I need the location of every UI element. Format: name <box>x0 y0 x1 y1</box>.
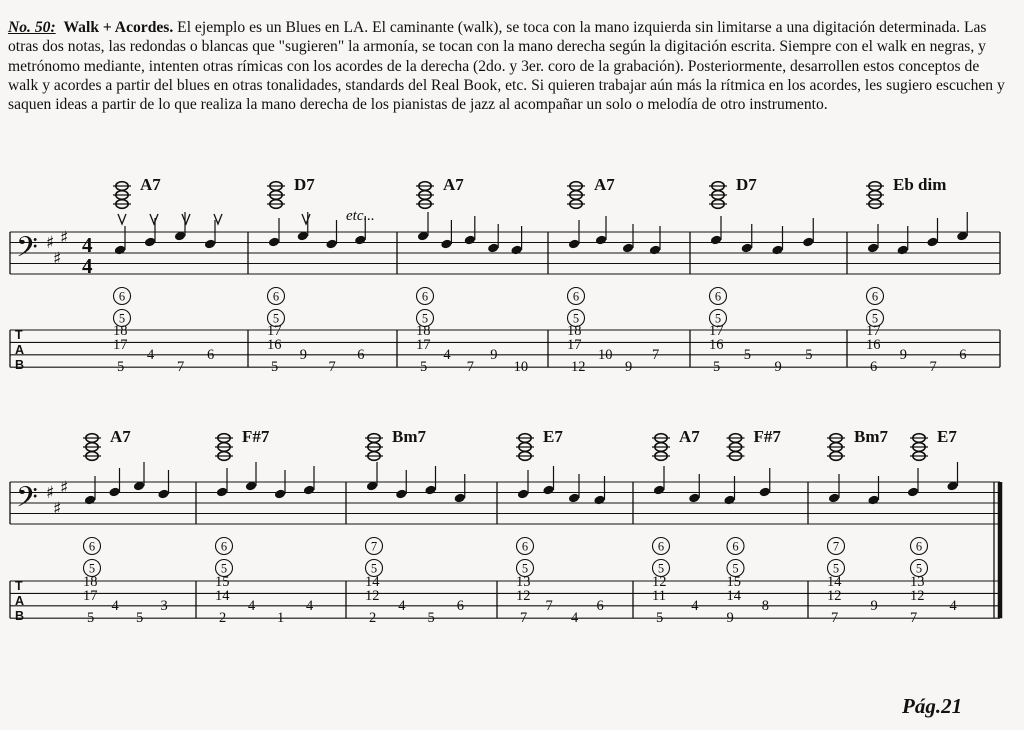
time-signature-numerator: 4 <box>82 233 93 257</box>
tab-fret-walk: 5 <box>87 610 95 627</box>
chord-symbol: E7 <box>937 427 957 446</box>
walk-quarter-note <box>759 487 771 498</box>
string-number: 5 <box>521 561 529 576</box>
walk-quarter-note <box>926 237 938 248</box>
string-number: 6 <box>657 539 665 554</box>
chord-symbol: A7 <box>443 175 464 194</box>
walk-quarter-note <box>568 493 580 504</box>
tab-fret-chord: 13 <box>910 574 925 590</box>
tab-label-t: T <box>15 328 23 342</box>
tab-fret-walk: 4 <box>306 598 314 615</box>
time-signature-denominator: 4 <box>82 254 93 278</box>
tab-fret-walk: 6 <box>596 598 604 615</box>
walk-quarter-note <box>108 487 120 498</box>
string-number: 5 <box>118 311 126 326</box>
tab-fret-walk: 5 <box>427 610 435 627</box>
string-number: 5 <box>871 311 879 326</box>
bass-clef: 𝄢 <box>16 231 38 271</box>
string-number: 5 <box>272 311 280 326</box>
page-number: Pág.21 <box>902 694 963 718</box>
tab-fret-walk: 4 <box>443 347 451 364</box>
up-bow-mark <box>118 214 126 224</box>
key-signature-sharp: ♯ <box>60 478 69 498</box>
tab-fret-chord: 17 <box>113 337 128 353</box>
tab-fret-chord: 14 <box>215 588 230 604</box>
key-signature-sharp: ♯ <box>60 228 69 248</box>
tab-fret-walk: 7 <box>929 359 937 376</box>
tab-fret-walk: 2 <box>219 610 227 627</box>
tab-fret-walk: 5 <box>271 359 279 376</box>
string-number: 6 <box>118 289 126 304</box>
tab-fret-walk: 7 <box>831 610 839 627</box>
etc-annotation: etc... <box>346 208 375 224</box>
tab-fret-walk: 7 <box>545 598 553 615</box>
string-number: 5 <box>732 561 739 576</box>
tab-fret-walk: 1 <box>277 610 285 627</box>
tab-fret-walk: 8 <box>761 598 769 615</box>
tab-fret-chord: 16 <box>709 337 724 353</box>
chord-symbol: Bm7 <box>392 427 426 446</box>
tab-fret-walk: 9 <box>299 347 307 364</box>
tab-fret-walk: 9 <box>490 347 498 364</box>
chord-symbol: F#7 <box>753 427 781 446</box>
string-number: 5 <box>915 561 923 576</box>
chord-symbol: E7 <box>543 427 563 446</box>
tab-fret-chord: 18 <box>416 323 431 339</box>
walk-quarter-note <box>216 487 228 498</box>
tab-fret-walk: 9 <box>774 359 782 376</box>
tab-fret-walk: 5 <box>117 359 125 376</box>
chord-symbol: Eb dim <box>893 175 947 194</box>
chord-symbol: A7 <box>140 175 161 194</box>
tab-fret-walk: 4 <box>571 610 579 627</box>
string-number: 6 <box>871 289 879 304</box>
string-number: 5 <box>370 561 378 576</box>
string-number: 6 <box>732 539 739 554</box>
string-number: 7 <box>832 539 840 554</box>
string-number: 6 <box>521 539 529 554</box>
walk-quarter-note <box>464 235 476 246</box>
tab-label-a: A <box>15 594 25 608</box>
walk-quarter-note <box>144 237 156 248</box>
tab-fret-chord: 14 <box>365 574 380 590</box>
tab-fret-chord: 17 <box>567 337 582 353</box>
walk-quarter-note <box>204 239 216 250</box>
exercise-number: No. 50: <box>8 19 56 36</box>
walk-quarter-note <box>517 489 529 500</box>
tab-fret-walk: 3 <box>160 598 168 615</box>
tab-fret-chord: 18 <box>567 323 582 339</box>
tab-fret-walk: 4 <box>248 598 256 615</box>
walk-quarter-note <box>510 245 522 256</box>
tab-fret-chord: 15 <box>215 574 230 590</box>
chord-symbol: D7 <box>294 175 315 194</box>
walk-quarter-note <box>649 245 661 256</box>
tab-fret-walk: 6 <box>870 359 878 376</box>
walk-quarter-note <box>828 493 840 504</box>
chord-symbol: A7 <box>110 427 131 446</box>
tab-fret-walk: 7 <box>652 347 660 364</box>
up-bow-mark <box>302 214 310 224</box>
walk-quarter-note <box>653 485 665 496</box>
tab-fret-walk: 10 <box>598 347 613 364</box>
tab-fret-chord: 12 <box>516 588 531 604</box>
walk-quarter-note <box>723 495 735 506</box>
tab-fret-walk: 5 <box>713 359 721 376</box>
tab-label-b: B <box>15 358 25 372</box>
walk-quarter-note <box>325 239 337 250</box>
walk-quarter-note <box>114 245 126 256</box>
tab-fret-chord: 17 <box>83 588 98 604</box>
string-number: 5 <box>88 561 96 576</box>
tab-fret-chord: 18 <box>113 323 128 339</box>
string-number: 6 <box>421 289 429 304</box>
tab-fret-chord: 14 <box>726 588 741 604</box>
tab-fret-chord: 12 <box>827 588 842 604</box>
string-number: 6 <box>915 539 923 554</box>
tab-fret-chord: 13 <box>516 574 531 590</box>
walk-quarter-note <box>802 237 814 248</box>
tab-fret-walk: 4 <box>691 598 699 615</box>
tab-fret-walk: 4 <box>147 347 155 364</box>
walk-quarter-note <box>542 485 554 496</box>
tab-fret-walk: 4 <box>949 598 957 615</box>
string-number: 6 <box>220 539 228 554</box>
tab-fret-chord: 16 <box>267 337 282 353</box>
tab-fret-chord: 18 <box>83 574 98 590</box>
string-number: 5 <box>714 311 722 326</box>
walk-quarter-note <box>157 489 169 500</box>
chord-symbol: F#7 <box>242 427 270 446</box>
up-bow-mark <box>182 214 190 224</box>
tab-fret-walk: 9 <box>870 598 878 615</box>
tab-fret-walk: 6 <box>456 598 464 615</box>
string-number: 5 <box>657 561 665 576</box>
tab-fret-chord: 17 <box>866 323 881 339</box>
walk-quarter-note <box>424 485 436 496</box>
string-number: 5 <box>832 561 840 576</box>
tab-fret-walk: 7 <box>520 610 528 627</box>
tab-fret-walk: 7 <box>910 610 918 627</box>
string-number: 5 <box>421 311 429 326</box>
string-number: 6 <box>88 539 96 554</box>
string-number: 6 <box>572 289 580 304</box>
tab-fret-chord: 17 <box>416 337 431 353</box>
key-signature-sharp: ♯ <box>53 499 62 519</box>
walk-quarter-note <box>440 239 452 250</box>
tab-fret-walk: 5 <box>656 610 664 627</box>
tab-fret-chord: 17 <box>267 323 282 339</box>
walk-quarter-note <box>867 495 879 506</box>
exercise-title: Walk + Acordes. <box>63 19 174 36</box>
string-number: 6 <box>272 289 280 304</box>
tab-fret-walk: 10 <box>513 359 529 376</box>
tab-fret-walk: 5 <box>136 610 144 627</box>
tab-fret-walk: 4 <box>111 598 119 615</box>
walk-quarter-note <box>622 243 634 254</box>
walk-quarter-note <box>867 243 879 254</box>
tab-fret-chord: 11 <box>652 588 666 604</box>
up-bow-mark <box>150 214 158 224</box>
tab-fret-chord: 15 <box>726 574 741 590</box>
tab-fret-walk: 7 <box>328 359 336 376</box>
tab-fret-walk: 9 <box>625 359 633 376</box>
walk-quarter-note <box>710 235 722 246</box>
tab-fret-walk: 7 <box>466 359 475 376</box>
key-signature-sharp: ♯ <box>46 233 55 253</box>
tab-fret-walk: 9 <box>726 610 734 627</box>
tab-label-t: T <box>15 579 23 593</box>
walk-quarter-note <box>595 235 607 246</box>
walk-quarter-note <box>268 237 280 248</box>
walk-quarter-note <box>354 235 366 246</box>
walk-quarter-note <box>395 489 407 500</box>
tab-fret-walk: 5 <box>420 359 428 376</box>
walk-quarter-note <box>593 495 605 506</box>
tab-fret-walk: 2 <box>369 610 377 627</box>
bass-clef: 𝄢 <box>16 481 38 521</box>
tab-fret-chord: 14 <box>827 574 842 590</box>
tab-fret-walk: 12 <box>571 359 586 376</box>
tab-fret-walk: 5 <box>743 347 751 364</box>
string-number: 6 <box>714 289 722 304</box>
walk-quarter-note <box>454 493 466 504</box>
tab-fret-chord: 12 <box>652 574 667 590</box>
tab-label-a: A <box>15 343 25 357</box>
tab-fret-walk: 6 <box>207 347 215 364</box>
walk-quarter-note <box>741 243 753 254</box>
tab-label-b: B <box>15 609 25 623</box>
walk-quarter-note <box>907 487 919 498</box>
walk-quarter-note <box>274 489 286 500</box>
exercise-text: El ejemplo es un Blues en LA. El caminante (walk), se toca con la mano izquierda sin limitarse a una digitación determinada. Las otras dos notas, las redondas o blancas que "sugieren" la armonía, se tocan con la mano derecha según la digitación escrita. Siempre con el walk en negras, y metrónomo mediante, intenten otras rímicas con los acordes de la derecha (2do. y 3er. coro de la grabación). Posteriormente, desarrollen estos conceptos de walk y acordes a partir del blues en otras tonalidades, standards del Real Book, etc. Si quieren trabajar aún más la rítmica en los acordes, les sugiero escuchen y saquen ideas a partir de lo que realiza la mano derecha de los pianistas de jazz al acompañar un solo o melodía de otro instrumento. <box>8 19 1005 114</box>
key-signature-sharp: ♯ <box>46 483 55 503</box>
walk-quarter-note <box>568 239 580 250</box>
walk-quarter-note <box>897 245 909 256</box>
tab-fret-walk: 5 <box>805 347 813 364</box>
tab-fret-walk: 9 <box>899 347 907 364</box>
string-number: 5 <box>220 561 228 576</box>
tab-fret-chord: 17 <box>709 323 724 339</box>
chord-symbol: Bm7 <box>854 427 888 446</box>
string-number: 5 <box>572 311 580 326</box>
key-signature-sharp: ♯ <box>53 249 62 269</box>
tab-fret-chord: 12 <box>910 588 925 604</box>
walk-quarter-note <box>487 243 499 254</box>
walk-quarter-note <box>771 245 783 256</box>
string-number: 7 <box>370 539 378 554</box>
chord-symbol: A7 <box>679 427 700 446</box>
chord-symbol: A7 <box>594 175 615 194</box>
walk-quarter-note <box>84 495 96 506</box>
walk-quarter-note <box>688 493 700 504</box>
tab-fret-walk: 6 <box>357 347 365 364</box>
chord-symbol: D7 <box>736 175 757 194</box>
tab-fret-walk: 4 <box>398 598 406 615</box>
tab-fret-chord: 16 <box>866 337 881 353</box>
walk-quarter-note <box>303 485 315 496</box>
tab-fret-walk: 7 <box>177 359 185 376</box>
tab-fret-walk: 6 <box>959 347 967 364</box>
tab-fret-chord: 12 <box>365 588 380 604</box>
